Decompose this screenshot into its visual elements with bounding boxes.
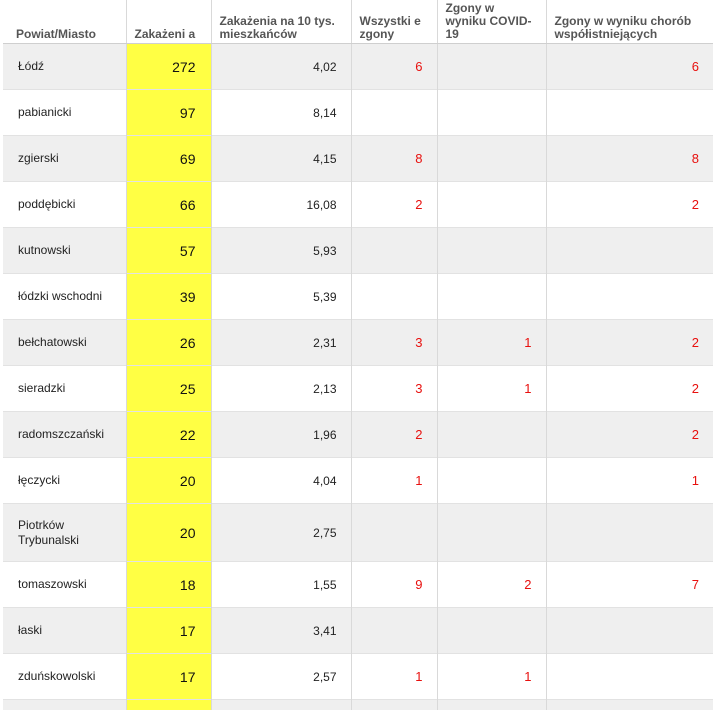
cell-deaths-covid <box>437 136 546 182</box>
cell-per10k: 4,15 <box>211 136 351 182</box>
table-row <box>3 90 713 136</box>
cell-infected: 22 <box>126 412 211 458</box>
cell-infected: 26 <box>126 320 211 366</box>
cell-deaths-comorbid: 8 <box>546 136 713 182</box>
cell-deaths-all: 2 <box>351 182 437 228</box>
table-row <box>3 412 713 458</box>
table-row <box>3 44 713 90</box>
cell-district: zgierski <box>3 136 126 182</box>
table-row <box>3 504 713 562</box>
cell-infected: 17 <box>126 654 211 700</box>
cell-deaths-all: 1 <box>351 458 437 504</box>
table-row <box>3 136 713 182</box>
cell-deaths-covid <box>437 182 546 228</box>
cell-deaths-all: 2 <box>351 412 437 458</box>
cell-district <box>3 700 126 710</box>
cell-per10k: 2,75 <box>211 504 351 562</box>
table-row <box>3 320 713 366</box>
cell-district: kutnowski <box>3 228 126 274</box>
cell-deaths-covid <box>437 90 546 136</box>
cell-deaths-covid <box>437 228 546 274</box>
table-row <box>3 182 713 228</box>
cell-per10k: 5,39 <box>211 274 351 320</box>
cell-deaths-all: 3 <box>351 320 437 366</box>
cell-deaths-all: 9 <box>351 562 437 608</box>
cell-per10k: 4,04 <box>211 458 351 504</box>
cell-infected: 39 <box>126 274 211 320</box>
header-row <box>3 0 713 44</box>
cell-deaths-covid <box>437 700 546 710</box>
cell-infected: 25 <box>126 366 211 412</box>
header-per10k[interactable]: Zakażenia na 10 tys. mieszkańców <box>211 0 351 44</box>
cell-district: łęczycki <box>3 458 126 504</box>
cell-infected: 97 <box>126 90 211 136</box>
cell-district: sieradzki <box>3 366 126 412</box>
cell-district: tomaszowski <box>3 562 126 608</box>
cell-deaths-covid <box>437 608 546 654</box>
cell-district: Piotrków Trybunalski <box>3 504 126 562</box>
cell-deaths-covid <box>437 274 546 320</box>
cell-district: radomszczański <box>3 412 126 458</box>
table-row <box>3 608 713 654</box>
cell-deaths-comorbid: 6 <box>546 44 713 90</box>
cell-district: łódzki wschodni <box>3 274 126 320</box>
cell-deaths-comorbid: 7 <box>546 562 713 608</box>
cell-deaths-comorbid: 1 <box>546 458 713 504</box>
header-deaths-comorbid[interactable]: Zgony w wyniku chorób współistniejących <box>546 0 713 44</box>
cell-deaths-comorbid <box>546 654 713 700</box>
cell-per10k: 4,02 <box>211 44 351 90</box>
cell-per10k: 2,13 <box>211 366 351 412</box>
cell-per10k: 5,93 <box>211 228 351 274</box>
table-row <box>3 366 713 412</box>
cell-deaths-all <box>351 700 437 710</box>
table-row <box>3 654 713 700</box>
cell-deaths-comorbid: 2 <box>546 182 713 228</box>
cell-infected: 20 <box>126 504 211 562</box>
cell-deaths-comorbid <box>546 90 713 136</box>
header-deaths-covid[interactable]: Zgony w wyniku COVID-19 <box>437 0 546 44</box>
cell-per10k: 1,96 <box>211 412 351 458</box>
cell-deaths-covid <box>437 504 546 562</box>
cell-deaths-all: 1 <box>351 654 437 700</box>
cell-deaths-comorbid <box>546 228 713 274</box>
cell-district: łaski <box>3 608 126 654</box>
cell-deaths-covid: 2 <box>437 562 546 608</box>
cell-deaths-covid: 1 <box>437 366 546 412</box>
cell-deaths-comorbid <box>546 700 713 710</box>
cell-per10k: 1,55 <box>211 562 351 608</box>
cell-deaths-all <box>351 228 437 274</box>
covid-table <box>3 0 713 710</box>
cell-deaths-comorbid: 2 <box>546 366 713 412</box>
cell-deaths-covid <box>437 412 546 458</box>
cell-deaths-comorbid <box>546 504 713 562</box>
cell-infected: 17 <box>126 608 211 654</box>
cell-infected: 57 <box>126 228 211 274</box>
cell-deaths-covid <box>437 44 546 90</box>
cell-deaths-comorbid: 2 <box>546 320 713 366</box>
cell-per10k <box>211 700 351 710</box>
cell-district: Łódź <box>3 44 126 90</box>
cell-infected: 272 <box>126 44 211 90</box>
cell-per10k: 2,31 <box>211 320 351 366</box>
cell-district: poddębicki <box>3 182 126 228</box>
cell-per10k: 16,08 <box>211 182 351 228</box>
cell-deaths-comorbid <box>546 608 713 654</box>
cell-district: bełchatowski <box>3 320 126 366</box>
cell-deaths-all <box>351 274 437 320</box>
table-row <box>3 458 713 504</box>
cell-deaths-all: 8 <box>351 136 437 182</box>
cell-infected: 66 <box>126 182 211 228</box>
cell-infected: 20 <box>126 458 211 504</box>
header-district[interactable]: Powiat/Miasto <box>3 0 126 44</box>
cell-deaths-all: 3 <box>351 366 437 412</box>
cell-deaths-comorbid <box>546 274 713 320</box>
cell-deaths-all <box>351 504 437 562</box>
table-row <box>3 274 713 320</box>
cell-district: zduńskowolski <box>3 654 126 700</box>
cell-per10k: 8,14 <box>211 90 351 136</box>
cell-infected: 18 <box>126 562 211 608</box>
cell-infected <box>126 700 211 710</box>
cell-per10k: 3,41 <box>211 608 351 654</box>
table-row-partial <box>3 700 713 710</box>
cell-deaths-comorbid: 2 <box>546 412 713 458</box>
cell-per10k: 2,57 <box>211 654 351 700</box>
cell-deaths-covid <box>437 458 546 504</box>
cell-infected: 69 <box>126 136 211 182</box>
cell-deaths-all <box>351 90 437 136</box>
table-row <box>3 228 713 274</box>
cell-deaths-covid: 1 <box>437 654 546 700</box>
table-row <box>3 562 713 608</box>
cell-deaths-covid: 1 <box>437 320 546 366</box>
cell-district: pabianicki <box>3 90 126 136</box>
header-infected[interactable]: Zakażeni a <box>126 0 211 44</box>
cell-deaths-all <box>351 608 437 654</box>
cell-deaths-all: 6 <box>351 44 437 90</box>
header-deaths-all[interactable]: Wszystki e zgony <box>351 0 437 44</box>
